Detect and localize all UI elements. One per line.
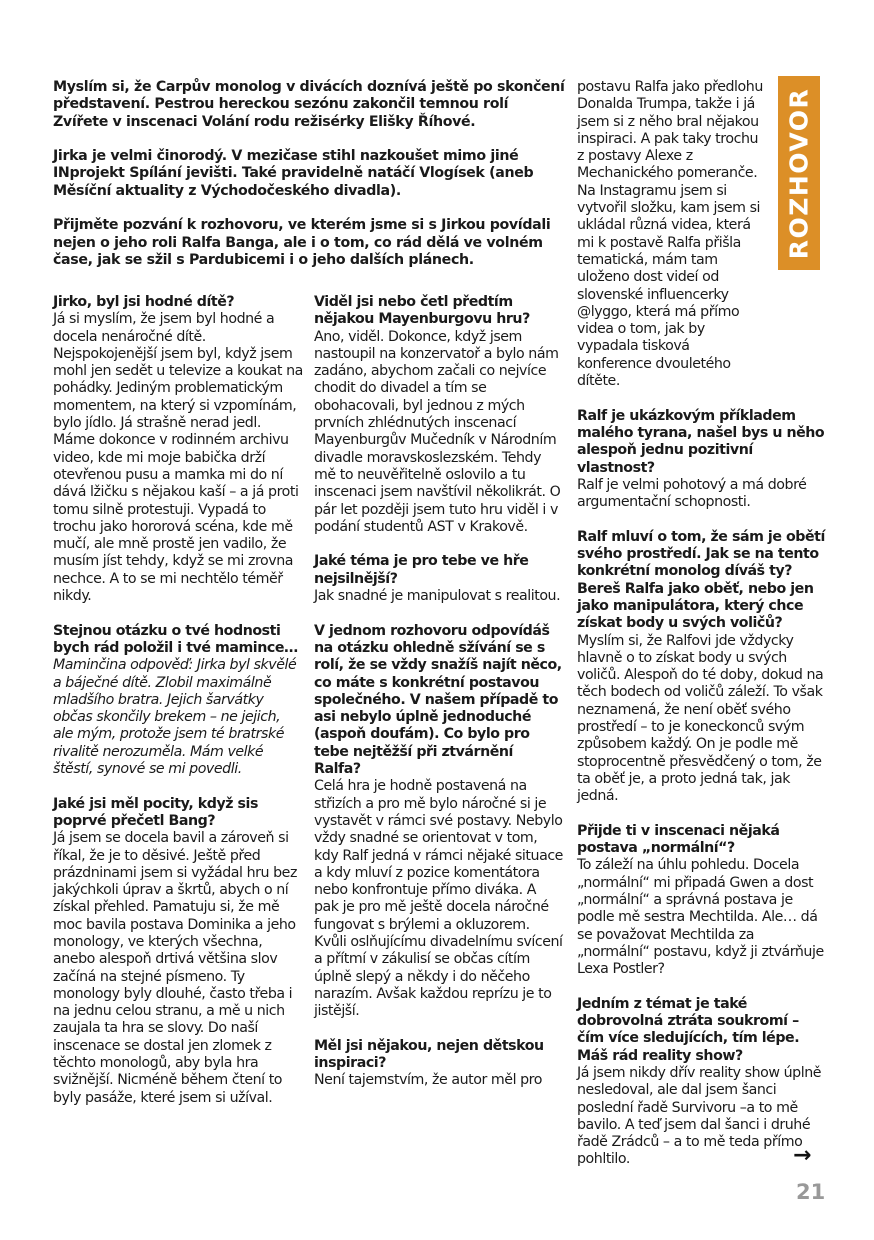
intro-paragraph: Přijměte pozvání k rozhovoru, ve kterém jsme si s Jirkou povídali nejen o jeho roli Ralfa Banga, ale i o tom, co rád dělá ve volném čase, jak se sžil s Pardubicemi i o jeho dalších plánech. xyxy=(53,217,551,268)
interview-question: Přijde ti v inscenaci nějaká postava „normální“? xyxy=(577,822,780,857)
interview-answer-continued: postavu Ralfa jako předlohu Donalda Trumpa, takže i já jsem si z něho bral nějakou inspiraci. A pak taky trochu z postavy Alexe z Mechanického pomeranče. Na Instagramu jsem si vytvořil složku, kam jsem si ukládal různá videa, která mi k postavě Ralfa přišla tematická, mám tam uloženo dost videí od slovenské influencerky @lyggo, která má přímo videa o tom, jak by vypadala tisková konference dvouletého dítěte. xyxy=(577,79,763,390)
interview-question: Měl jsi nějakou, nejen dětskou inspiraci? xyxy=(314,1037,544,1072)
interview-answer: Já si myslím, že jsem byl hodné a docela nenáročné dítě. Nejspokojenější jsem byl, když jsem mohl jen sedět u televize a koukat na pohádky. Jediným problematickým momentem, na který si vzpomínám, bylo jídlo. Já strašně nerad jedl. Máme dokonce v rodinném archivu video, kde mi moje babička drží otevřenou pusu a mamka mi do ní dává lžičku s nějakou kaší – a já proti tomu silně protestuji. Vypadá to trochu jako hororová scéna, kde mě mučí, ale mně prostě jen vadilo, že musím jíst tehdy, když se mi zrovna nechce. A to se mi nechtělo téměř nikdy. xyxy=(53,311,303,605)
page-number: 21 xyxy=(796,1180,826,1204)
intro-paragraph: Myslím si, že Carpův monolog v divácích doznívá ještě po skončení představení. Pestrou hereckou sezónu zakončil temnou rolí Zvířete v inscenaci Volání rodu režisérky Elišky Říhové. xyxy=(53,79,565,130)
interview-question: V jednom rozhovoru odpovídáš na otázku ohledně sžívání se s rolí, že se vždy snažíš najít něco, co máte s konkrétní postavou společného. V našem případě to asi nebylo úplně jednoduché (aspoň doufám). Co bylo pro tebe nejtěžší při ztvárnění Ralfa? xyxy=(314,622,562,778)
article-column-1 xyxy=(53,294,303,1107)
interview-question: Jaké jsi měl pocity, když sis poprvé přečetl Bang? xyxy=(53,795,258,829)
article-column-2 xyxy=(314,294,564,1090)
interview-question: Ralf mluví o tom, že sám je obětí svého prostředí. Jak se na tento konkrétní monolog díváš ty? Bereš Ralfa jako oběť, nebo jen jako manipulátora, který chce získat body u svých voličů? xyxy=(577,528,825,632)
interview-question: Jaké téma je pro tebe ve hře nejsilnější? xyxy=(314,553,529,587)
interview-question: Ralf je ukázkovým příkladem malého tyrana, našel bys u něho alespoň jednu pozitivní vlastnost? xyxy=(577,407,825,476)
interview-answer: Celá hra je hodně postavená na střizích a pro mě bylo náročné si je vystavět v rámci své postavy. Nebylo vždy snadné se orientovat v tom, kdy Ralf jedná v rámci nějaké situace a kdy mluví z pozice komentátora nebo konfrontuje přímo diváka. A pak je pro mě ještě docela náročné fungovat s brýlemi a okluzorem. Kvůli oslňujícímu divadelnímu svícení a přítmí v zákulisí se občas cítím úplně slepý a někdy i do něčeho narazím. Avšak každou reprízu je to jistější. xyxy=(314,778,563,1020)
interview-answer: Ralf je velmi pohotový a má dobré argumentační schopnosti. xyxy=(577,476,807,511)
interview-answer: Není tajemstvím, že autor měl pro xyxy=(314,1072,542,1089)
interview-question: Jirko, byl jsi hodné dítě? xyxy=(53,294,235,310)
interview-answer: Já jsem se docela bavil a zároveň si říkal, že je to děsivé. Ještě před prázdninami jsem si vyžádal hru bez jakýchkoli úprav a škrtů, abych o ní získal přehled. Pamatuju si, že mě moc bavila postava Dominika a jeho monology, ve kterých všechna, anebo alespoň drtivá většina slov začíná na stejné písmeno. Ty monology byly dlouhé, často třeba i na jednu celou stranu, a mě u nich zaujala ta hra se slovy. Do naší inscenace se dostal jen zlomek z těchto monologů, aby byla hra svižnější. Nicméně během čtení to byly pasáže, které jsem si užíval. xyxy=(53,830,297,1106)
intro-paragraph: Jirka je velmi činorodý. V mezičase stihl nazkoušet mimo jiné INprojekt Spílání jevišti. Také pravidelně natáčí Vlogísek (aneb Měsíční aktuality z Východočeského divadla). xyxy=(53,148,534,199)
interview-answer: Jak snadné je manipulovat s realitou. xyxy=(314,588,561,605)
interview-answer-mother: Maminčina odpověď: Jirka byl skvělé a báječné dítě. Zlobil maximálně mladšího bratra. Jejich šarvátky občas skončily brekem – ne jejich, ale mým, protože jsem té bratrské rivalitě nerozuměla. Mám velké štěstí, synové se mi povedli. xyxy=(53,657,297,778)
continue-arrow-icon: → xyxy=(793,1143,812,1168)
interview-answer: To záleží na úhlu pohledu. Docela „normální“ mi připadá Gwen a dost „normální“ a správná postava je podle mě sestra Mechtilda. Ale… dá se považovat Mechtilda za „normální“ postavu, když ji ztvárňuje Lexa Postler? xyxy=(577,857,824,978)
intro-lead xyxy=(53,79,565,287)
interview-question: Jedním z témat je také dobrovolná ztráta soukromí – čím více sledujících, tím lépe. Máš rád reality show? xyxy=(577,995,800,1064)
interview-answer: Myslím si, že Ralfovi jde vždycky hlavně o to získat body u svých voličů. Alespoň do té doby, dokud na těch bodech od voličů záleží. To však neznamená, že není oběť svého prostředí – to je koneckonců svým způsobem každý. On je podle mě stoprocentně přesvědčený o tom, že ta oběť je, a proto jedná tak, jak jedná. xyxy=(577,632,824,805)
article-column-3 xyxy=(577,79,827,1169)
interview-question: Stejnou otázku o tvé hodnosti bych rád položil i tvé mamince… xyxy=(53,622,298,656)
interview-answer: Ano, viděl. Dokonce, když jsem nastoupil na konzervatoř a bylo nám zadáno, abychom začali co nejvíce chodit do divadel a tím se obohacovali, byl jednou z mých prvních zhlédnutých inscenací Mayenburgův Mučedník v Národním divadle moravskoslezském. Tehdy mě to neuvěřitelně oslovilo a tu inscenaci jsem navštívil několikrát. O pár let později jsem tuto hru viděl i v podání studentů AST v Krakově. xyxy=(314,328,561,535)
interview-answer: Já jsem nikdy dřív reality show úplně nesledoval, ale dal jsem šanci poslední řadě Survivoru –a to mě bavilo. A teď jsem dal šanci i druhé řadě Zrádců – a to mě teda přímo pohltilo. xyxy=(577,1064,822,1168)
interview-question: Viděl jsi nebo četl předtím nějakou Mayenburgovu hru? xyxy=(314,294,530,328)
section-label-text: ROZHOVOR xyxy=(784,87,814,259)
